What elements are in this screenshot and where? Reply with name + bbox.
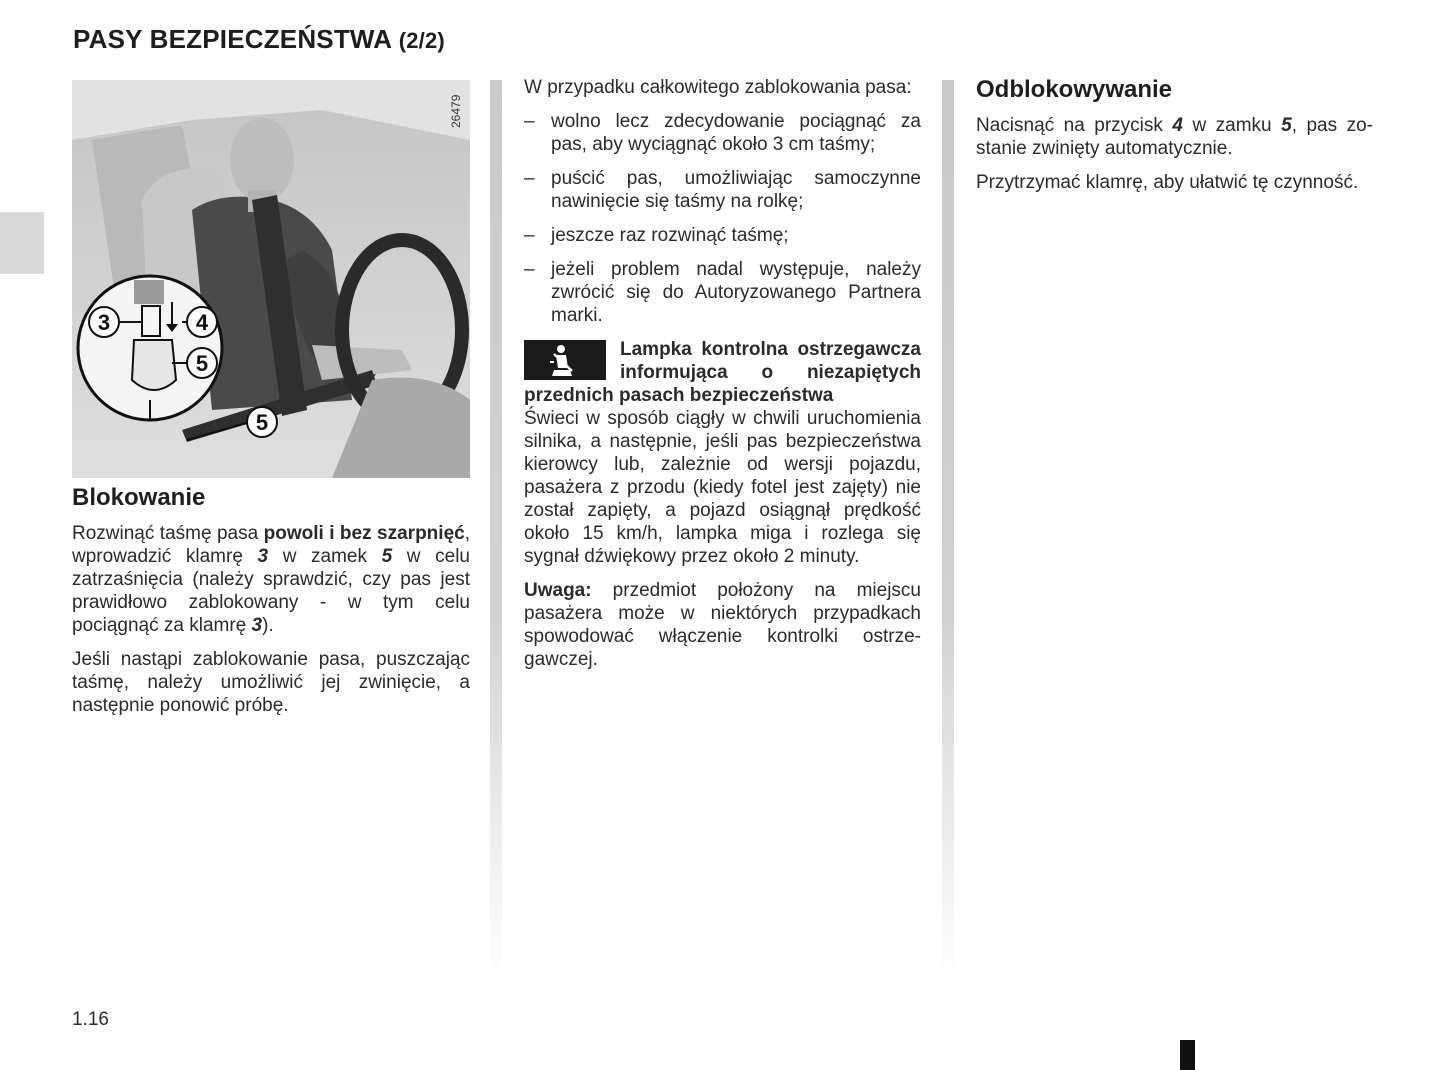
column-divider: [490, 80, 502, 980]
callout-5a-label: 5: [195, 351, 209, 376]
unlocking-paragraph-2: Przytrzymać klamrę, aby ułatwić tę czynność.: [976, 172, 1359, 193]
note-paragraph: [524, 579, 921, 671]
locking-paragraph-2: Jeśli nastąpi zablokowanie pasa, puszczając taśmę, należy umożliwić jej zwinięcie, a następnie ponowić próbę.: [72, 649, 470, 716]
ref-5: 5: [381, 546, 393, 567]
dash: –: [524, 225, 535, 246]
driver-figure-icon: [72, 80, 470, 478]
ref-4: 4: [1172, 115, 1183, 136]
callout-3-label: 3: [97, 310, 111, 335]
text-run: Rozwinąć taśmę pasa: [72, 523, 264, 544]
ref-3: 3: [251, 615, 263, 636]
list-item: [524, 258, 921, 327]
heading-locking: Blokowanie: [72, 484, 206, 511]
page-number: 1.16: [72, 1009, 109, 1030]
page-title-text: PASY BEZPIECZEŃSTWA: [73, 24, 392, 54]
ref-5: 5: [1281, 115, 1292, 136]
column-locking: [72, 484, 470, 728]
text-run: w zamku: [1182, 115, 1282, 136]
full-lock-intro: W przypadku całkowitego zablokowania pasa:: [524, 77, 912, 98]
steps-list: [524, 110, 921, 327]
column-divider: [942, 80, 954, 980]
callout-4-label: 4: [195, 310, 209, 335]
page-part: (2/2): [398, 28, 445, 53]
dash: –: [524, 259, 535, 280]
text-run: w zamek: [268, 546, 382, 567]
unlocking-paragraph-1: [976, 114, 1373, 160]
text-run: Nacisnąć na przycisk: [976, 115, 1173, 136]
emphasis-run: powoli i bez szarpnięć: [263, 523, 465, 544]
dash: –: [524, 168, 535, 189]
list-item: [524, 224, 921, 247]
section-tab: [0, 212, 44, 274]
column-unlocking: [976, 76, 1373, 205]
warning-block: [524, 338, 921, 568]
text-run: ).: [262, 615, 274, 636]
list-item-text: wolno lecz zdecydowanie pociągnąć za pas, aby wyciągnąć około 3 cm taśmy;: [551, 111, 921, 155]
callout-5b-label: 5: [255, 410, 269, 435]
list-item-text: puścić pas, umożliwiając samoczynne nawinięcie się taśmy na rolkę;: [551, 168, 921, 212]
text-run: , pas zostanie zwinięty automatycznie.: [976, 115, 1373, 159]
text-run: , wprowadzić klamrę: [72, 523, 470, 567]
seatbelt-illustration: [72, 80, 470, 478]
page-title: [73, 24, 445, 55]
dash: –: [524, 111, 535, 132]
ref-3: 3: [257, 546, 269, 567]
list-item-text: jeszcze raz rozwinąć taśmę;: [551, 225, 789, 246]
warning-body: Świeci w sposób ciągły w chwili uruchomienia silnika, a następnie, jeśli pas bezpieczeństwa kierowcy lub, zależnie od wersji pojazdu, pasażera z przodu (kiedy fotel jest zajęty) nie został zapięty, a pojazd osiągnął prędkość około 15 km/h, lampka miga i rozlega się sygnał dźwiękowy przez około 2 minuty.: [524, 408, 921, 567]
warning-heading: Lampka kontrolna ostrzegawcza informująca o niezapiętych przednich pasach bezpieczeństwa: [524, 339, 921, 406]
locking-paragraph-1: [72, 522, 470, 637]
note-label: Uwaga:: [524, 580, 592, 601]
section-end-mark: [1180, 1040, 1195, 1070]
list-item: [524, 167, 921, 213]
seatbelt-warning-icon: [524, 340, 606, 380]
list-item: [524, 110, 921, 156]
text-run: w celu zatrzaśnięcia (należy sprawdzić, czy pas jest prawidłowo zablokowany - w tym celu pociągnąć za klamrę: [72, 546, 470, 636]
figure-code: 26479: [449, 94, 463, 128]
heading-unlocking: Odblokowywanie: [976, 76, 1173, 103]
note-text: przedmiot położony na miejscu pasażera może w niektórych przypadkach spowodować włączenie kontrolki ostrzegawczej.: [524, 580, 921, 670]
column-full-lock: [524, 76, 921, 682]
list-item-text: jeżeli problem nadal występuje, należy zwrócić się do Autoryzowanego Partnera marki.: [551, 259, 921, 326]
